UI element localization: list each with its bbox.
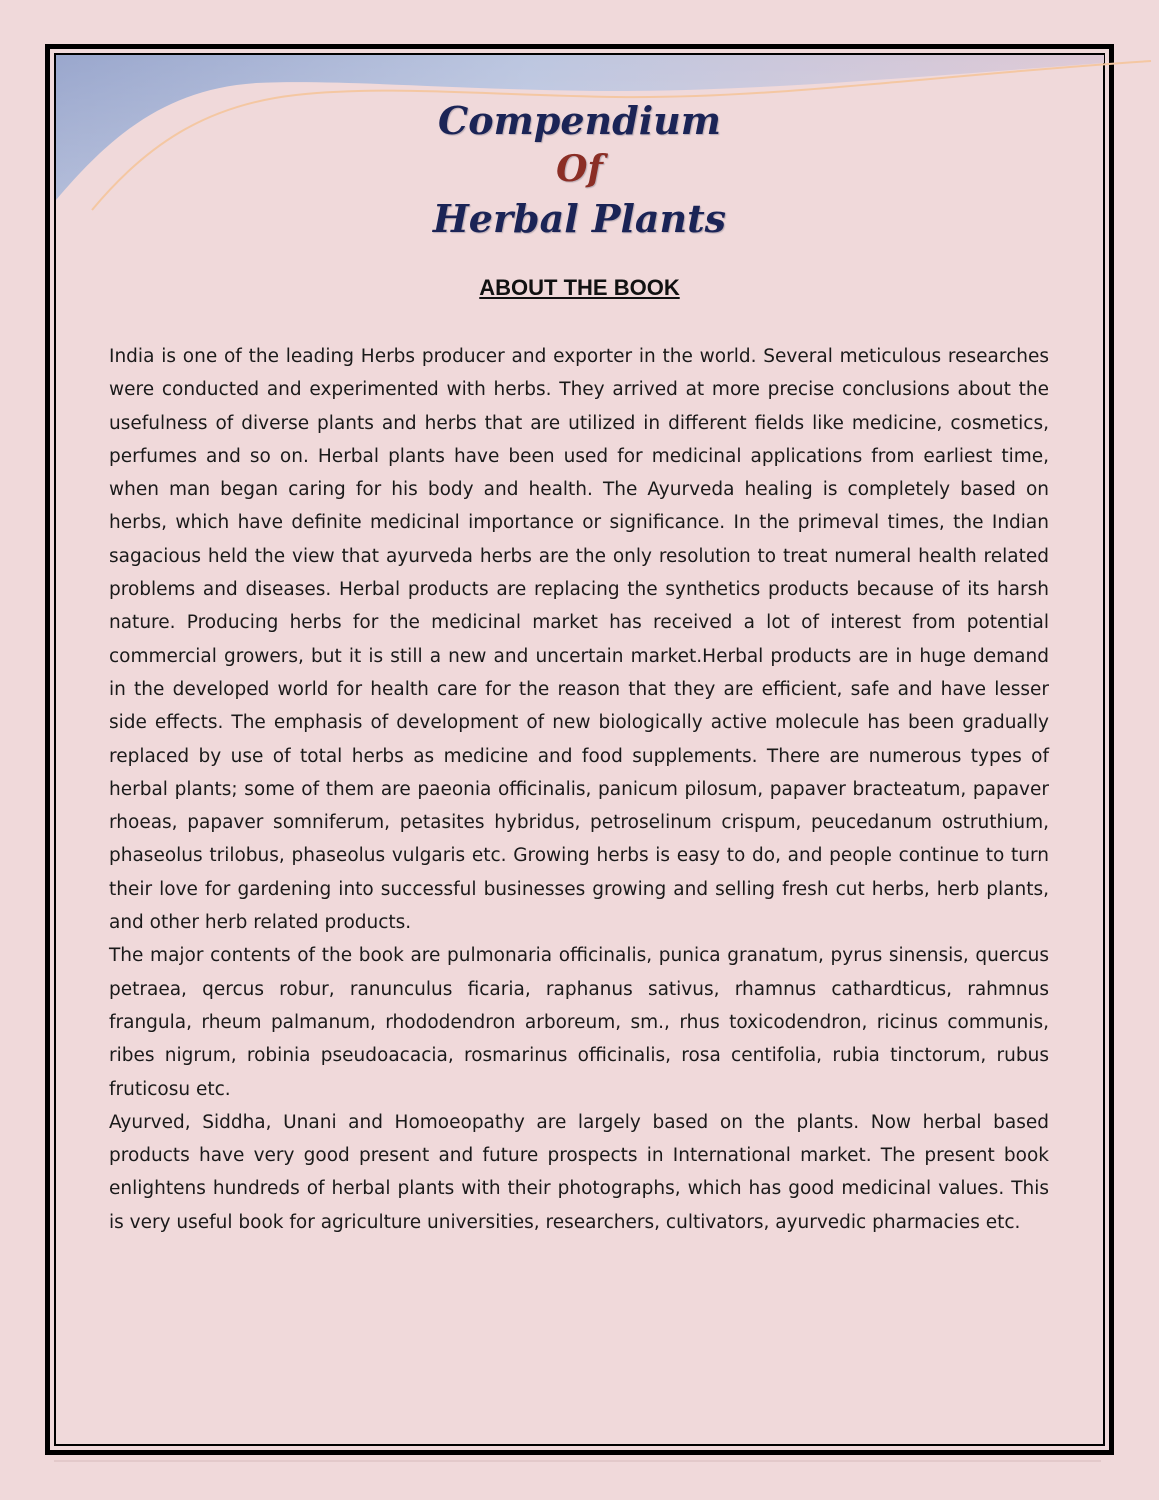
title-line-compendium: Compendium — [437, 98, 721, 143]
title-line-herbal-plants: Herbal Plants — [432, 196, 727, 241]
paragraph-prospects: Ayurved, Siddha, Unani and Homoeopathy are largely based on the plants. Now herbal based products have very good present and future prospects in International market. The present book enlightens hundreds of herbal plants with their photographs, which has good medicinal values. This is very useful book for agriculture universities, researchers, cultivators, ayurvedic pharmacies etc. — [109, 1111, 1049, 1233]
body-text — [109, 340, 1049, 1239]
paragraph-contents: The major contents of the book are pulmonaria officinalis, punica granatum, pyrus sinensis, quercus petraea, qercus robur, ranunculus ficaria, raphanus sativus, rhamnus cathardticus, rahmnus frangula, rheum palmanum, rhododendron arboreum, sm., rhus toxicodendron, ricinus communis, ribes nigrum, robinia pseudoacacia, rosmarinus officinalis, rosa centifolia, rubia tinctorum, rubus fruticosu etc. — [109, 945, 1049, 1100]
paragraph-intro: India is one of the leading Herbs producer and exporter in the world. Several meticulous researches were conducted and experimented with herbs. They arrived at more precise conclusions about the usefulness of diverse plants and herbs that are utilized in different fields like medicine, cosmetics, perfumes and so on. Herbal plants have been used for medicinal applications from earliest time, when man began caring for his body and health. The Ayurveda healing is completely based on herbs, which have definite medicinal importance or significance. In the primeval times, the Indian sagacious held the view that ayurveda herbs are the only resolution to treat numeral health related problems and diseases. Herbal products are replacing the synthetics products because of its harsh nature. Producing herbs for the medicinal market has received a lot of interest from potential commercial growers, but it is still a new and uncertain market.Herbal products are in huge demand in the developed world for health care for the reason that they are efficient, safe and have lesser side effects. The emphasis of development of new biologically active molecule has been gradually replaced by use of total herbs as medicine and food supplements. There are numerous types of herbal plants; some of them are paeonia officinalis, panicum pilosum, papaver bracteatum, papaver rhoeas, papaver somniferum, petasites hybridus, petroselinum crispum, peucedanum ostruthium, phaseolus trilobus, phaseolus vulgaris etc. Growing herbs is easy to do, and people continue to turn their love for gardening into successful businesses growing and selling fresh cut herbs, herb plants, and other herb related products. — [109, 346, 1049, 934]
title-line-of: Of — [556, 148, 603, 190]
about-the-book-heading: ABOUT THE BOOK — [479, 275, 680, 300]
bottom-divider — [54, 1460, 1101, 1462]
